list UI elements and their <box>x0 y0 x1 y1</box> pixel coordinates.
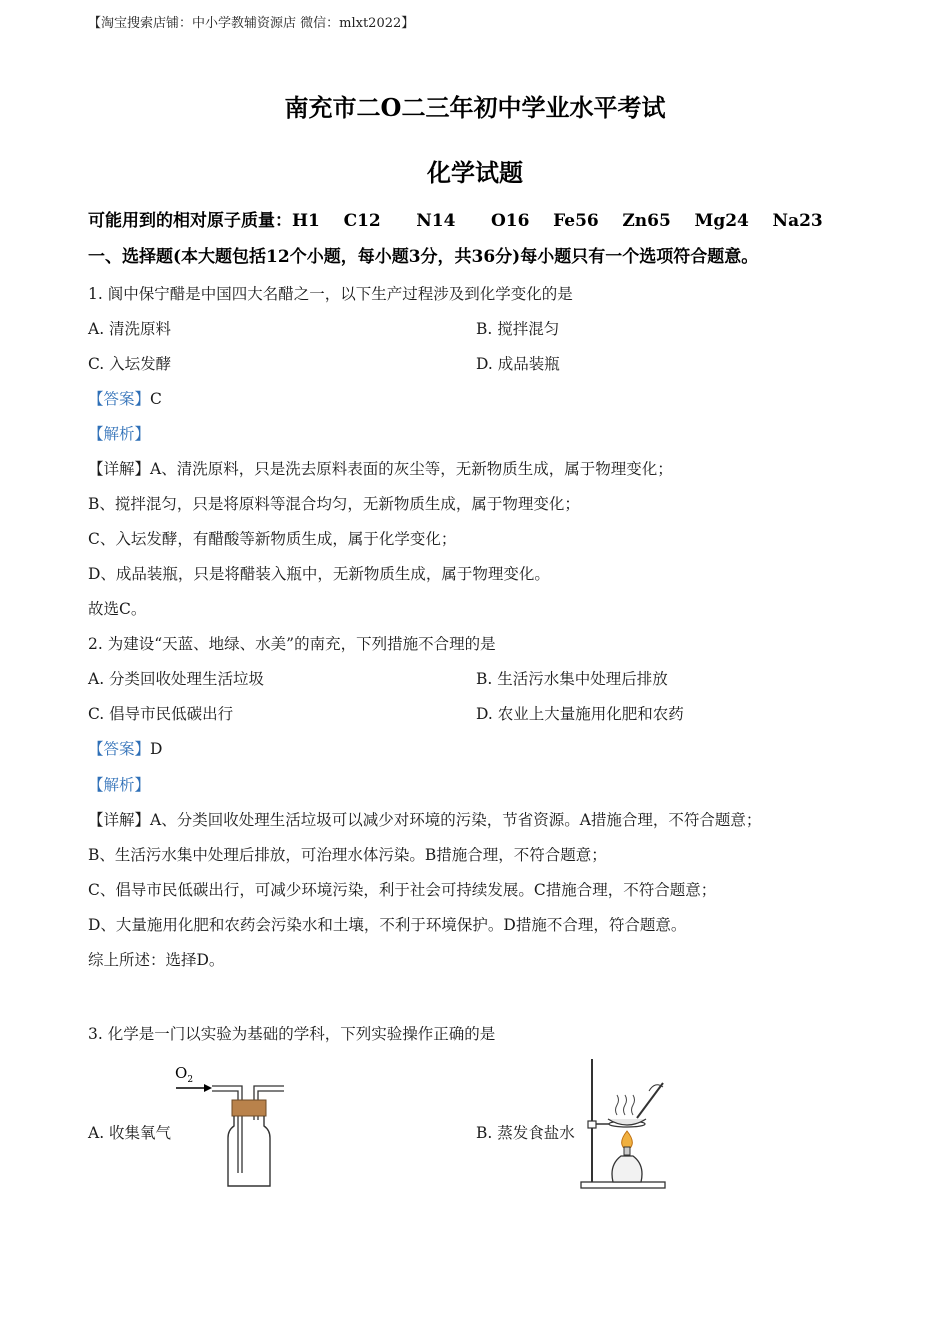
page-subtitle: 化学试题 <box>427 158 523 187</box>
section-heading: 一、选择题(本大题包括12个小题，每小题3分，共36分)每小题只有一个选项符合题意。 <box>88 247 759 267</box>
arrow-head <box>204 1084 212 1092</box>
glass-rod <box>637 1083 663 1118</box>
q1-analysis-label: 【解析】 <box>88 425 151 443</box>
rubber-stopper <box>232 1100 266 1116</box>
evaporating-dish <box>608 1119 646 1125</box>
detail-label: 【详解】 <box>88 460 151 478</box>
steam <box>632 1095 635 1115</box>
q3-stem: 3. 化学是一门以实验为基础的学科，下列实验操作正确的是 <box>88 1025 496 1043</box>
q2-answer <box>88 738 162 760</box>
q2-option-b: B. 生活污水集中处理后排放 <box>476 670 668 688</box>
q2-analysis-label: 【解析】 <box>88 776 151 794</box>
q1-detail-4: D、成品装瓶，只是将醋装入瓶中，无新物质生成，属于物理变化。 <box>88 565 550 583</box>
q1-option-d: D. 成品装瓶 <box>476 355 560 373</box>
q2-option-a: A. 分类回收处理生活垃圾 <box>88 670 265 688</box>
atomic-masses: 可能用到的相对原子质量：H1 C12 N14 O16 Fe56 Zn65 Mg24 Na23 <box>88 211 823 231</box>
q1-stem: 1. 阆中保宁醋是中国四大名醋之一，以下生产过程涉及到化学变化的是 <box>88 285 573 303</box>
q3-option-b: B. 蒸发食盐水 <box>476 1124 575 1142</box>
q1-detail-2: B、搅拌混匀，只是将原料等混合均匀，无新物质生成，属于物理变化； <box>88 495 580 513</box>
q2-answer-value: D <box>150 740 163 758</box>
gas-bottle <box>228 1116 270 1186</box>
q2-option-c: C. 倡导市民低碳出行 <box>88 705 234 723</box>
q1-option-c: C. 入坛发酵 <box>88 355 172 373</box>
q1-detail-3: C、入坛发酵，有醋酸等新物质生成，属于化学变化； <box>88 530 457 548</box>
clamp <box>588 1121 596 1128</box>
detail-label: 【详解】 <box>88 811 151 829</box>
q1-option-a: A. 清洗原料 <box>88 320 172 338</box>
answer-label: 【答案】 <box>88 390 151 408</box>
stand-base <box>581 1182 665 1188</box>
q2-conclusion: 综上所述：选择D。 <box>88 951 225 969</box>
q2-detail-4: D、大量施用化肥和农药会污染水和土壤，不利于环境保护。D措施不合理，符合题意。 <box>88 916 687 934</box>
q2-detail-1-text: A、分类回收处理生活垃圾可以减少对环境的污染，节省资源。A措施合理，不符合题意； <box>150 811 762 829</box>
header-note: 【淘宝搜索店铺：中小学教辅资源店 微信：mlxt2022】 <box>88 16 415 31</box>
q2-option-d: D. 农业上大量施用化肥和农药 <box>476 705 684 723</box>
q1-detail-1 <box>88 458 673 480</box>
flame <box>622 1131 633 1149</box>
q1-answer <box>88 388 162 410</box>
q2-detail-2: B、生活污水集中处理后排放，可治理水体污染。B措施合理，不符合题意； <box>88 846 607 864</box>
q3-option-a: A. 收集氧气 <box>88 1124 172 1142</box>
q2-detail-3: C、倡导市民低碳出行，可减少环境污染，利于社会可持续发展。C措施合理，不符合题意； <box>88 881 717 899</box>
q2-detail-1 <box>88 809 761 831</box>
q2-stem: 2. 为建设“天蓝、地绿、水美”的南充，下列措施不合理的是 <box>88 635 496 653</box>
evaporation-setup-diagram <box>575 1055 670 1195</box>
q1-conclusion: 故选C。 <box>88 600 147 618</box>
gas-collection-bottle-diagram <box>170 1058 295 1193</box>
q1-detail-1-text: A、清洗原料，只是洗去原料表面的灰尘等，无新物质生成，属于物理变化； <box>150 460 673 478</box>
q1-answer-value: C <box>150 390 162 408</box>
page-title: 南充市二O二三年初中学业水平考试 <box>284 93 666 122</box>
answer-label: 【答案】 <box>88 740 151 758</box>
o2-label: $O_2$ <box>175 1064 194 1085</box>
alcohol-lamp <box>612 1156 642 1182</box>
q1-option-b: B. 搅拌混匀 <box>476 320 560 338</box>
